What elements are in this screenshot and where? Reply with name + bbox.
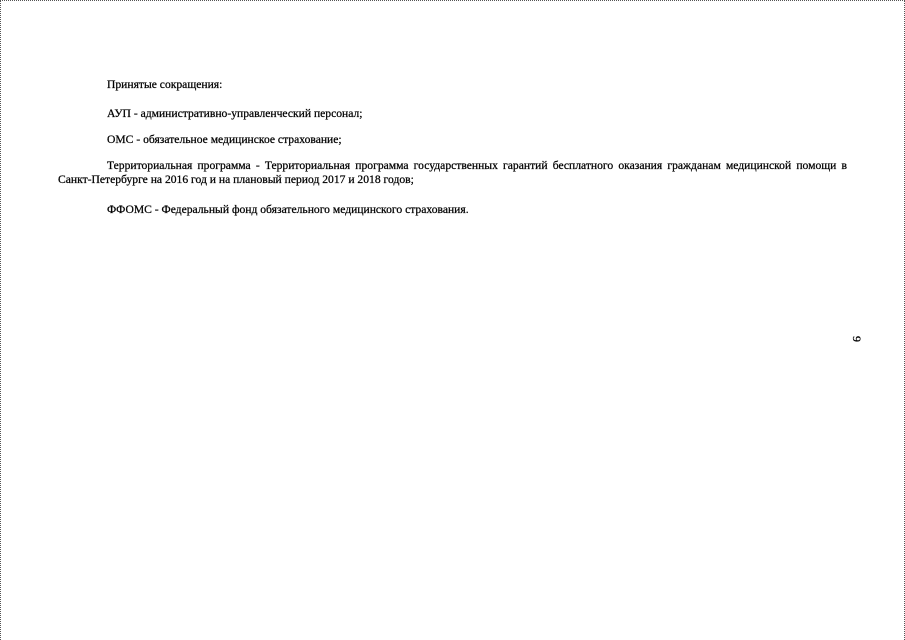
abbreviation-ffoms: ФФОМС - Федеральный фонд обязательного медицинского страхования. xyxy=(107,203,469,216)
abbreviation-oms: ОМС - обязательное медицинское страхование; xyxy=(107,133,342,146)
abbreviations-heading: Принятые сокращения: xyxy=(107,78,223,91)
page-number: 9 xyxy=(850,336,864,342)
abbreviation-aup: АУП - административно-управленческий персонал; xyxy=(107,107,363,120)
abbreviation-territorial-program: Территориальная программа - Территориальная программа государственных гарантий бесплатного оказания гражданам медицинской помощи в Санкт-Петербурге на 2016 год и на плановый период 2017 и 2018 годов; xyxy=(58,159,847,186)
